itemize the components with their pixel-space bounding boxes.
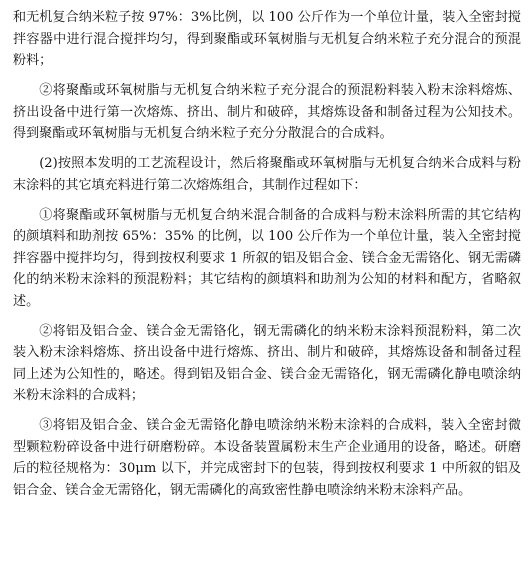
paragraph-process-design: (2)按照本发明的工艺流程设计，然后将聚酯或环氧树脂与无机复合纳米合成料与粉末涂料的其它填充料进行第二次熔炼组合，其制作过程如下： xyxy=(13,156,521,193)
paragraph-first-melting: ②将聚酯或环氧树脂与无机复合纳米粒子充分混合的预混粉料装入粉末涂料熔炼、挤出设备中进行第一次熔炼、挤出、制片和破碎，其熔炼设备和制备过程为公知技术。得到聚酯或环氧树脂与无机复合纳米粒子充分分散混合的合成料。 xyxy=(13,83,521,141)
paragraph-mixing-ratio: 和无机复合纳米粒子按 97%：3%比例，以 100 公斤作为一个单位计量，装入全密封搅拌容器中进行混合搅拌均匀，得到聚酯或环氧树脂与无机复合纳米粒子充分混合的预混粉料； xyxy=(13,10,521,68)
paragraph-step-two-melting: ②将铝及铝合金、镁合金无需铬化，钢无需磷化的纳米粉末涂料预混粉料，第二次装入粉末涂料熔炼、挤出设备中进行熔炼、挤出、制片和破碎，其熔炼设备和制备过程同上述为公知性的，略述。得到铝及铝合金、镁合金无需铬化，钢无需磷化静电喷涂纳米粉末涂料的合成料； xyxy=(13,323,521,403)
paragraph-step-three-grinding: ③将铝及铝合金、镁合金无需铬化静电喷涂纳米粉末涂料的合成料，装入全密封微型颗粒粉碎设备中进行研磨粉碎。本设备装置属粉末生产企业通用的设备，略述。研磨后的粒径规格为：30μm 以下，并完成密封下的包装，得到按权利要求 1 中所叙的铝及铝合金、镁合金无需铬化，钢无需磷化的高致密性静电喷涂纳米粉末涂料产品。 xyxy=(13,418,521,498)
paragraph-step-one-premix: ①将聚酯或环氧树脂与无机复合纳米混合制备的合成料与粉末涂料所需的其它结构的颜填料和助剂按 65%：35% 的比例，以 100 公斤作为一个单位计量，装入全密封搅拌容器中搅拌均匀，得到按权利要求 1 所叙的铝及铝合金、镁合金无需铬化、钢无需磷化的纳米粉末涂料的预混粉料；其它结构的颜填料和助剂为公知的材料和配方，省略叙述。 xyxy=(13,207,521,309)
